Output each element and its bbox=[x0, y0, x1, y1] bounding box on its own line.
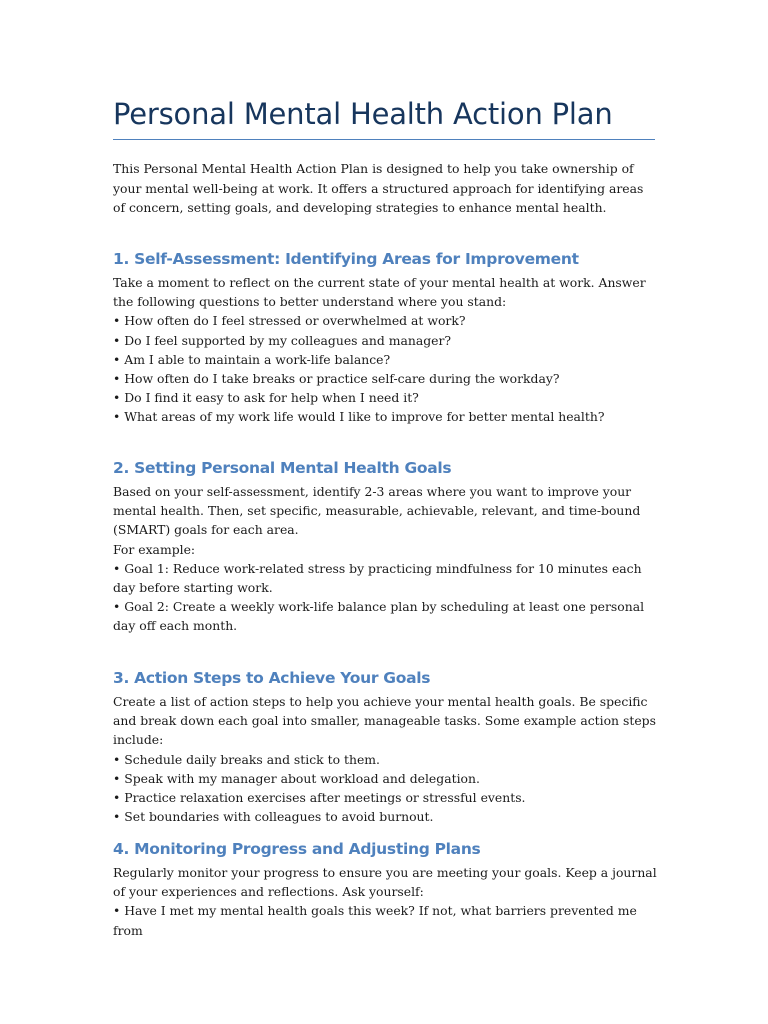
section-setting-goals bbox=[113, 458, 658, 636]
title-underline bbox=[113, 139, 655, 140]
section-heading: 4. Monitoring Progress and Adjusting Plans bbox=[113, 840, 481, 858]
document-title: Personal Mental Health Action Plan bbox=[113, 97, 613, 131]
section-heading: 1. Self-Assessment: Identifying Areas for Improvement bbox=[113, 250, 579, 268]
section-body bbox=[113, 863, 658, 940]
section-paragraph: Take a moment to reflect on the current state of your mental health at work. Answer the following questions to better understand where you stand: bbox=[113, 275, 646, 310]
bullet-item: • Goal 1: Reduce work-related stress by practicing mindfulness for 10 minutes each day before starting work. bbox=[113, 560, 642, 596]
bullet-item: • Practice relaxation exercises after meetings or stressful events. bbox=[113, 790, 526, 806]
section-heading: 2. Setting Personal Mental Health Goals bbox=[113, 459, 452, 477]
section-paragraph: Regularly monitor your progress to ensure you are meeting your goals. Keep a journal of your experiences and reflections. Ask yourself: bbox=[113, 865, 657, 900]
bullet-item: • Schedule daily breaks and stick to them. bbox=[113, 751, 380, 767]
section-monitoring-progress bbox=[113, 839, 658, 940]
bullet-item: • How often do I feel stressed or overwhelmed at work? bbox=[113, 313, 466, 329]
bullet-item: • Goal 2: Create a weekly work-life balance plan by scheduling at least one personal day off each month. bbox=[113, 599, 645, 634]
section-self-assessment bbox=[113, 249, 658, 427]
section-action-steps bbox=[113, 668, 658, 826]
bullet-item: • How often do I take breaks or practice self-care during the workday? bbox=[113, 371, 560, 387]
section-body bbox=[113, 692, 658, 826]
bullet-item: • Have I met my mental health goals this week? If not, what barriers prevented me from bbox=[113, 903, 637, 938]
section-paragraph: Create a list of action steps to help you achieve your mental health goals. Be specific and break down each goal into smaller, manageable tasks. Some example action steps include: bbox=[113, 694, 656, 748]
bullet-item: • Do I feel supported by my colleagues and manager? bbox=[113, 332, 452, 348]
section-heading: 3. Action Steps to Achieve Your Goals bbox=[113, 669, 431, 687]
intro-paragraph: This Personal Mental Health Action Plan is designed to help you take ownership of your mental well-being at work. It offers a structured approach for identifying areas of concern, setting goals, and developing strategies to enhance mental health. bbox=[113, 161, 644, 215]
section-paragraph: Based on your self-assessment, identify 2-3 areas where you want to improve your mental health. Then, set specific, measurable, achievable, relevant, and time-bound (SMART) goals for each area. bbox=[113, 484, 641, 538]
section-body bbox=[113, 273, 658, 427]
bullet-item: • Am I able to maintain a work-life balance? bbox=[113, 351, 391, 367]
section-paragraph: For example: bbox=[113, 541, 196, 557]
bullet-item: • Speak with my manager about workload and delegation. bbox=[113, 770, 480, 786]
section-body bbox=[113, 482, 658, 636]
bullet-item: • What areas of my work life would I like to improve for better mental health? bbox=[113, 409, 605, 425]
bullet-item: • Set boundaries with colleagues to avoid burnout. bbox=[113, 809, 434, 825]
bullet-item: • Do I find it easy to ask for help when I need it? bbox=[113, 390, 419, 406]
